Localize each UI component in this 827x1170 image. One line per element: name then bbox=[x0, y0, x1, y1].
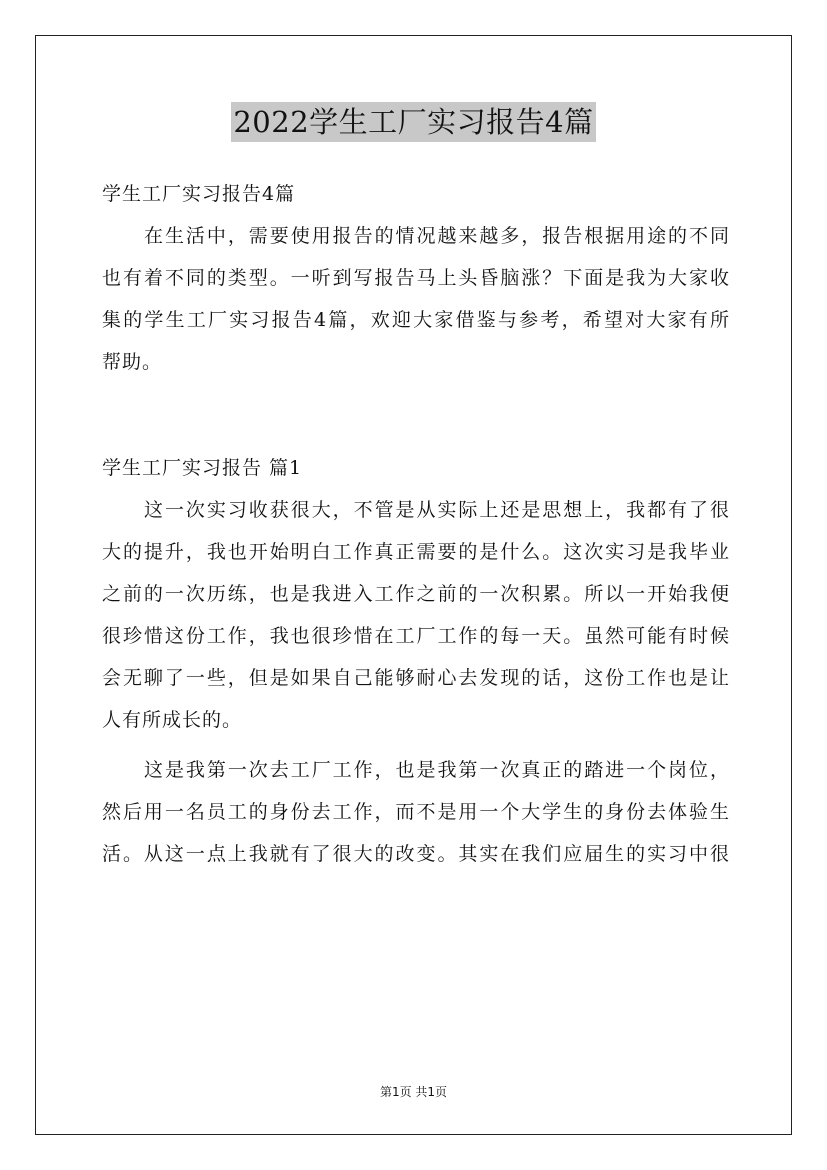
intro-line-3: 集的学生工厂实习报告4篇，欢迎大家借鉴与参考，希望对大家有所 bbox=[102, 309, 730, 331]
para1-line-6: 人有所成长的。 bbox=[102, 709, 243, 731]
para2-line-2: 然后用一名员工的身份去工作，而不是用一个大学生的身份去体验生 bbox=[102, 801, 730, 823]
para2-line-3: 活。从这一点上我就有了很大的改变。其实在我们应届生的实习中很 bbox=[102, 843, 730, 865]
intro-line-4: 帮助。 bbox=[102, 351, 163, 373]
page-footer: 第1页 共1页 bbox=[379, 1085, 448, 1099]
para1-line-1: 这一次实习收获很大，不管是从实际上还是思想上，我都有了很 bbox=[144, 499, 730, 521]
para1-line-2: 大的提升，我也开始明白工作真正需要的是什么。这次实习是我毕业 bbox=[102, 541, 730, 563]
blank-gap bbox=[102, 383, 730, 447]
intro-line-1: 在生活中，需要使用报告的情况越来越多，报告根据用途的不同 bbox=[144, 225, 730, 247]
title-wrap bbox=[0, 102, 827, 142]
intro-line-2: 也有着不同的类型。一听到写报告马上头昏脑涨？下面是我为大家收 bbox=[102, 267, 730, 289]
para1-line-3: 之前的一次历练，也是我进入工作之前的一次积累。所以一开始我便 bbox=[102, 583, 730, 605]
para2-line-1: 这是我第一次去工厂工作，也是我第一次真正的踏进一个岗位， bbox=[144, 759, 730, 781]
document-body bbox=[102, 173, 730, 875]
document-title: 2022学生工厂实习报告4篇 bbox=[231, 102, 595, 142]
subtitle: 学生工厂实习报告4篇 bbox=[102, 183, 296, 205]
section-heading: 学生工厂实习报告 篇1 bbox=[102, 457, 303, 479]
para1-line-4: 很珍惜这份工作，我也很珍惜在工厂工作的每一天。虽然可能有时候 bbox=[102, 625, 730, 647]
para1-line-5: 会无聊了一些，但是如果自己能够耐心去发现的话，这份工作也是让 bbox=[102, 667, 730, 689]
paragraph-gap bbox=[102, 741, 730, 749]
